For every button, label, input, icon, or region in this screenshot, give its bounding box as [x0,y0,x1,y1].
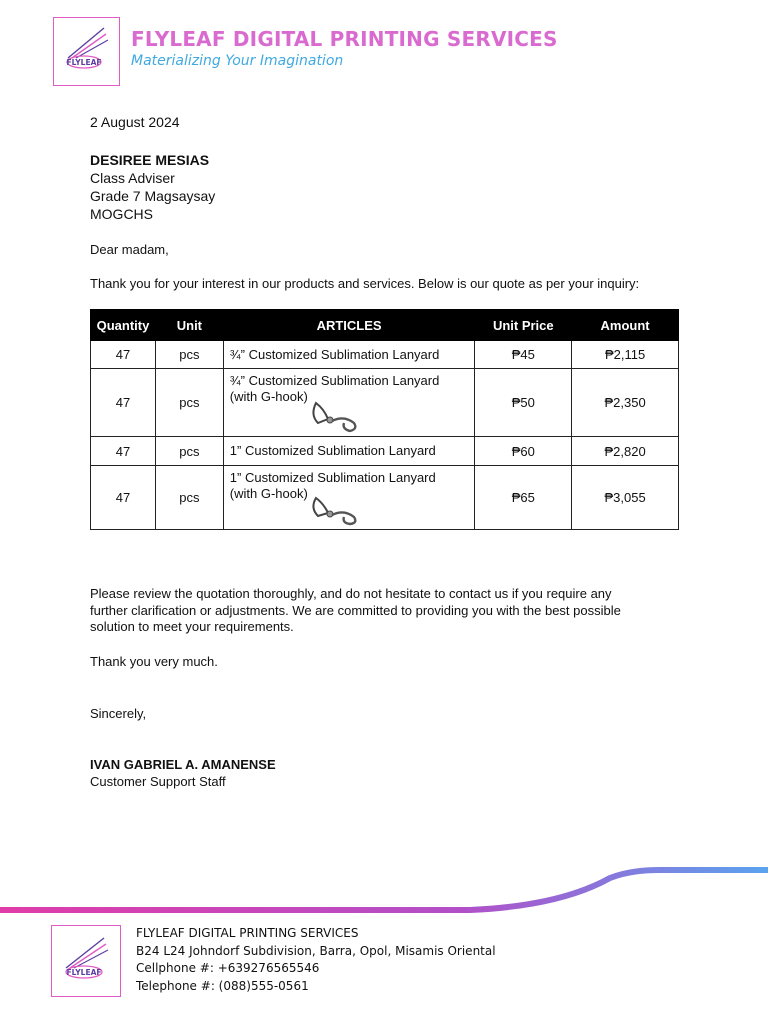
signer-position: Customer Support Staff [90,774,226,789]
article-note: (with G-hook) [229,388,308,404]
closing-paragraph: Please review the quotation thoroughly, and do not hesitate to contact us if you require any further clarification or adjustments. We are committed to providing you with the best possible solution to meet your requirements. [90,586,621,634]
quotation-table [90,309,679,530]
footer-logo-wordmark: FLYLEAF [66,968,102,977]
cell-unit: pcs [155,341,223,369]
recipient-school: MOGCHS [90,206,153,222]
article-description: 1” Customized Sublimation Lanyard [229,469,436,485]
footer-contact-info [136,925,496,995]
sign-off: Sincerely, [90,706,147,721]
cell-article [223,437,475,466]
cell-unit-price: ₱65 [475,466,572,530]
recipient-section: Grade 7 Magsaysay [90,188,216,204]
footer-cellphone: Cellphone #: +639276565546 [136,961,320,975]
header-articles: ARTICLES [223,310,475,341]
cell-quantity: 47 [91,466,156,530]
table-row [91,466,679,530]
signer-name: IVAN GABRIEL A. AMANENSE [90,757,276,772]
cell-unit-price: ₱45 [475,341,572,369]
cell-unit: pcs [155,466,223,530]
table-row [91,369,679,437]
logo-wordmark: FLYLEAF [66,58,102,67]
company-logo [53,17,120,86]
footer-company-name: FLYLEAF DIGITAL PRINTING SERVICES [136,926,359,940]
company-tagline: Materializing Your Imagination [131,53,344,69]
cell-unit: pcs [155,437,223,466]
cell-article [223,341,475,369]
cell-quantity: 47 [91,437,156,466]
footer-telephone: Telephone #: (088)555-0561 [136,978,309,993]
g-hook-icon [308,399,368,433]
table-header-row [91,310,679,341]
recipient-title: Class Adviser [90,170,175,186]
cell-amount: ₱3,055 [572,466,679,530]
cell-unit-price: ₱50 [475,369,572,437]
cell-amount: ₱2,820 [572,437,679,466]
table-row [91,437,679,466]
header-unit: Unit [155,310,223,341]
article-description: 1” Customized Sublimation Lanyard [229,443,436,458]
header-quantity: Quantity [91,310,156,341]
header-amount: Amount [572,310,679,341]
g-hook-icon [308,496,368,526]
recipient-name: DESIREE MESIAS [90,152,210,168]
letter-date: 2 August 2024 [90,114,180,130]
article-description: ¾” Customized Sublimation Lanyard [229,372,440,388]
intro-paragraph: Thank you for your interest in our products and services. Below is our quote as per your inquiry: [90,276,640,291]
footer-wave-decoration [0,860,768,924]
article-note: (with G-hook) [229,485,308,501]
cell-quantity: 47 [91,341,156,369]
cell-unit: pcs [155,369,223,437]
cell-article [223,466,475,530]
salutation: Dear madam, [90,242,169,257]
table-row [91,341,679,369]
thanks-line: Thank you very much. [90,654,218,669]
recipient-block [90,151,215,223]
cell-quantity: 47 [91,369,156,437]
signature-block [90,756,276,790]
header-unit-price: Unit Price [475,310,572,341]
cell-unit-price: ₱60 [475,437,572,466]
cell-amount: ₱2,350 [572,369,679,437]
footer-logo [51,925,121,997]
article-description: ¾” Customized Sublimation Lanyard [229,346,440,362]
footer-address: B24 L24 Johndorf Subdivision, Barra, Opol, Misamis Oriental [136,943,496,958]
cell-amount: ₱2,115 [572,341,679,369]
cell-article [223,369,475,437]
company-name: FLYLEAF DIGITAL PRINTING SERVICES [131,27,558,51]
